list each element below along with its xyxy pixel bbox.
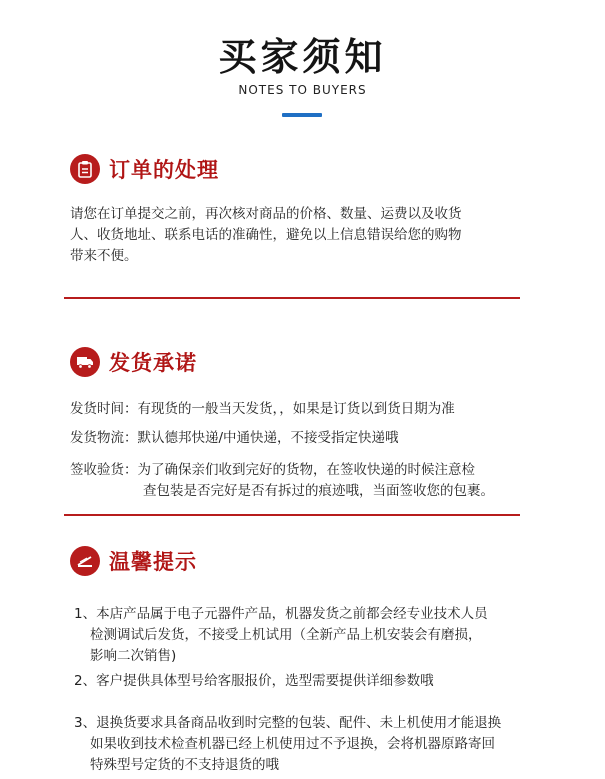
receipt-inspection-continued: 查包装是否完好是否有拆过的痕迹哦，当面签收您的包裹。: [143, 483, 494, 499]
tip-item: 2、客户提供具体型号给客服报价，选型需要提供详细参数哦: [74, 673, 434, 689]
delivery-truck-icon: [70, 347, 100, 377]
order-processing-text: 请您在订单提交之前，再次核对商品的价格、数量、运费以及收货 人、收货地址、联系电话的准确性，避免以上信息错误给您的购物 带来不便。: [70, 206, 462, 264]
section-divider: [64, 514, 520, 516]
section-order-processing: [70, 153, 219, 185]
clipboard-icon: [70, 154, 100, 184]
shipping-time-row: 发货时间：有现货的一般当天发货，，如果是订货以到货日期为准: [70, 401, 455, 417]
section-title: 发货承诺: [109, 351, 197, 375]
notice-icon: [70, 546, 100, 576]
tip-item: 1、本店产品属于电子元器件产品，机器发货之前都会经专业技术人员 检测调试后发货，不接受上机试用（全新产品上机安装会有磨损， 影响二次销售): [74, 606, 488, 664]
section-shipping-promise: [70, 346, 197, 378]
section-title: 订单的处理: [109, 158, 219, 182]
page-title: 买家须知: [218, 35, 387, 79]
page-subtitle: NOTES TO BUYERS: [238, 83, 367, 97]
section-warm-tips: [70, 545, 197, 577]
shipping-carrier-row: 发货物流：默认德邦快递/中通快递，不接受指定快递哦: [70, 430, 399, 446]
receipt-inspection-row: 签收验货：为了确保亲们收到完好的货物，在签收快递的时候注意检: [70, 462, 475, 478]
tip-item: 3、退换货要求具备商品收到时完整的包装、配件、未上机使用才能退换 如果收到技术检查机器已经上机使用过不予退换，会将机器原路寄回 特殊型号定货的不支持退货的哦: [74, 715, 502, 773]
section-divider: [64, 297, 520, 299]
title-accent-bar: [282, 113, 322, 117]
section-title: 温馨提示: [109, 550, 197, 574]
